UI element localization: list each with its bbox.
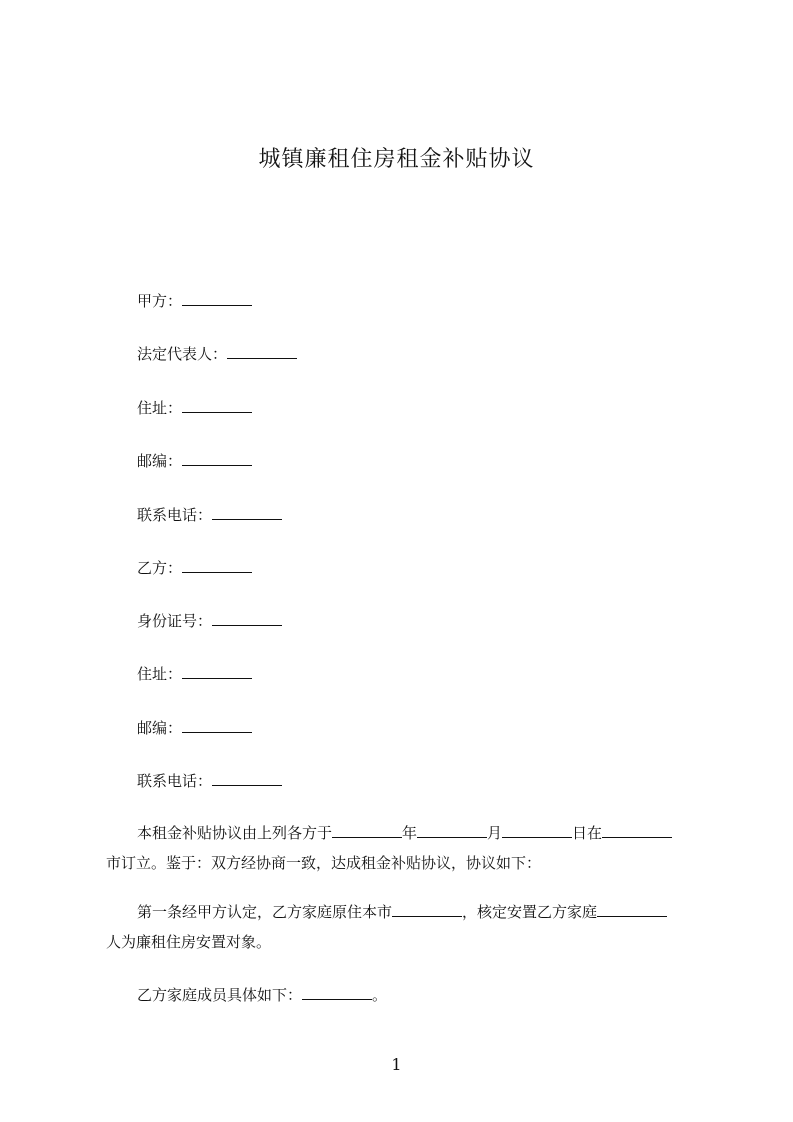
document-title: 城镇廉租住房租金补贴协议 bbox=[258, 147, 535, 172]
intro-year-blank[interactable] bbox=[332, 823, 402, 838]
party-a-phone-field bbox=[137, 505, 282, 525]
representative-label: 法定代表人： bbox=[137, 345, 228, 363]
id-number-field bbox=[137, 611, 282, 631]
party-b-postcode-label: 邮编： bbox=[137, 719, 183, 737]
id-number-label: 身份证号： bbox=[137, 612, 213, 630]
intro-month-label: 月 bbox=[487, 824, 503, 842]
party-b-blank[interactable] bbox=[182, 558, 252, 573]
party-a-label: 甲方： bbox=[137, 292, 183, 310]
party-a-field bbox=[137, 291, 252, 311]
party-a-postcode-blank[interactable] bbox=[182, 451, 252, 466]
party-b-phone-field bbox=[137, 771, 282, 791]
party-b-label: 乙方： bbox=[137, 559, 183, 577]
article-1-line-2: 人为廉租住房安置对象。 bbox=[106, 933, 272, 951]
representative-field bbox=[137, 344, 297, 364]
article-1-text-2: ，核定安置乙方家庭 bbox=[462, 903, 598, 921]
party-b-phone-blank[interactable] bbox=[212, 771, 282, 786]
intro-line-2: 市订立。鉴于：双方经协商一致，达成租金补贴协议，协议如下： bbox=[106, 854, 542, 872]
party-b-address-label: 住址： bbox=[137, 665, 183, 683]
article-1-line-1 bbox=[106, 897, 706, 927]
intro-line-1 bbox=[106, 818, 706, 848]
representative-blank[interactable] bbox=[227, 344, 297, 359]
members-label: 乙方家庭成员具体如下： bbox=[137, 986, 303, 1004]
party-a-address-field bbox=[137, 398, 252, 418]
party-b-address-field bbox=[137, 664, 252, 684]
party-a-address-label: 住址： bbox=[137, 399, 183, 417]
id-number-blank[interactable] bbox=[212, 611, 282, 626]
intro-day-label: 日在 bbox=[572, 824, 603, 842]
party-a-phone-label: 联系电话： bbox=[137, 506, 213, 524]
party-b-postcode-field bbox=[137, 718, 252, 738]
article-1-origin-blank[interactable] bbox=[392, 902, 462, 917]
intro-paragraph bbox=[106, 818, 706, 878]
party-b-postcode-blank[interactable] bbox=[182, 718, 252, 733]
intro-month-blank[interactable] bbox=[417, 823, 487, 838]
intro-city-blank[interactable] bbox=[602, 823, 672, 838]
party-b-phone-label: 联系电话： bbox=[137, 772, 213, 790]
members-blank[interactable] bbox=[302, 985, 372, 1000]
members-end: 。 bbox=[372, 986, 388, 1004]
intro-text-1: 本租金补贴协议由上列各方于 bbox=[137, 824, 333, 842]
article-1-paragraph bbox=[106, 897, 706, 957]
article-1-count-blank[interactable] bbox=[597, 902, 667, 917]
members-field bbox=[137, 985, 387, 1005]
article-1-text-1: 第一条经甲方认定，乙方家庭原住本市 bbox=[137, 903, 393, 921]
party-b-address-blank[interactable] bbox=[182, 664, 252, 679]
party-a-postcode-label: 邮编： bbox=[137, 452, 183, 470]
intro-day-blank[interactable] bbox=[502, 823, 572, 838]
party-a-address-blank[interactable] bbox=[182, 398, 252, 413]
party-a-blank[interactable] bbox=[182, 291, 252, 306]
page-number: 1 bbox=[391, 1055, 402, 1074]
party-a-postcode-field bbox=[137, 451, 252, 471]
party-b-field bbox=[137, 558, 252, 578]
party-a-phone-blank[interactable] bbox=[212, 505, 282, 520]
intro-year-label: 年 bbox=[402, 824, 418, 842]
